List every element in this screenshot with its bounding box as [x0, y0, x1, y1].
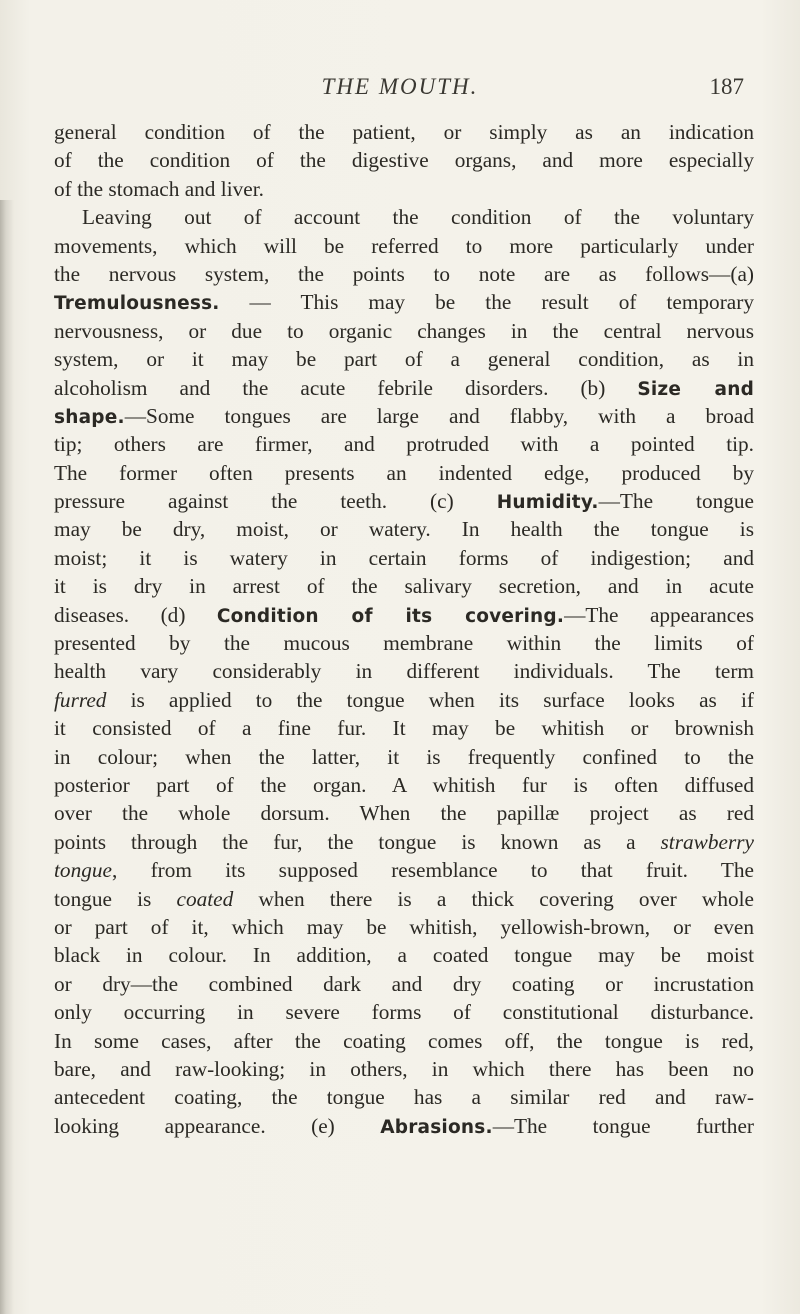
- term-furred: furred: [54, 687, 107, 712]
- page-header: [0, 72, 800, 106]
- text-line: of the stomach and liver.: [54, 176, 264, 201]
- text-line: general condition of the patient, or simply as an indication: [54, 120, 754, 144]
- text-line: or dry—the combined dark and dry coating or incrustation: [54, 971, 754, 996]
- heading-shape: shape.: [54, 406, 125, 428]
- text-line: shape.—Some tongues are large and flabby, with a broad: [54, 403, 754, 428]
- page-spine-shadow: [0, 200, 14, 1314]
- text-line: system, or it may be part of a general condition, as in: [54, 347, 754, 372]
- heading-humidity: Humidity.: [496, 492, 599, 514]
- running-head: THE MOUTH.: [321, 74, 479, 99]
- text-line: only occurring in severe forms of constitutional disturbance.: [54, 1000, 754, 1025]
- text-line: may be dry, moist, or watery. In health the tongue is: [54, 517, 754, 542]
- text-line: movements, which will be referred to more particularly under: [54, 233, 754, 258]
- text-line: furred is applied to the tongue when its surface looks as if: [54, 687, 754, 712]
- text-line: The former often presents an indented edge, produced by: [54, 460, 754, 485]
- text-line: Tremulousness. — This may be the result of temporary: [54, 290, 754, 315]
- text-line: tongue is coated when there is a thick covering over whole: [54, 886, 754, 911]
- text-line: presented by the mucous membrane within the limits of: [54, 631, 754, 656]
- text-line: bare, and raw-looking; in others, in which there has been no: [54, 1056, 754, 1081]
- page-number: 187: [709, 74, 744, 99]
- text-line: In some cases, after the coating comes off, the tongue is red,: [54, 1028, 754, 1053]
- term-tongue: tongue: [54, 858, 112, 883]
- text-line: points through the fur, the tongue is known as a strawberry: [54, 829, 754, 854]
- text-line: in colour; when the latter, it is frequently confined to the: [54, 744, 754, 769]
- text-line: moist; it is watery in certain forms of indigestion; and: [54, 545, 754, 570]
- text-line: over the whole dorsum. When the papillæ project as red: [54, 801, 754, 826]
- text-line: antecedent coating, the tongue has a similar red and raw-: [54, 1085, 754, 1110]
- text-line: diseases. (d) Condition of its covering.—The appearances: [54, 602, 754, 627]
- text-line: posterior part of the organ. A whitish fur is often diffused: [54, 772, 754, 797]
- text-line: the nervous system, the points to note are as follows—(a): [54, 261, 754, 286]
- text-line: nervousness, or due to organic changes in the central nervous: [54, 318, 754, 343]
- text-line: pressure against the teeth. (c) Humidity.—The tongue: [54, 489, 754, 514]
- text-line: alcoholism and the acute febrile disorders. (b) Size and: [54, 375, 755, 400]
- text-line: tip; others are firmer, and protruded with a pointed tip.: [54, 432, 754, 457]
- text-line: looking appearance. (e) Abrasions.—The tongue further: [54, 1113, 754, 1138]
- heading-tremulousness: Tremulousness.: [54, 293, 220, 315]
- term-coated: coated: [176, 886, 234, 911]
- heading-size-and-shape: Size and: [637, 378, 755, 400]
- text-line: it is dry in arrest of the salivary secretion, and in acute: [54, 574, 754, 599]
- text-line: Leaving out of account the condition of the voluntary: [82, 205, 754, 230]
- text-line: it consisted of a fine fur. It may be whitish or brownish: [54, 716, 754, 741]
- heading-abrasions: Abrasions.: [380, 1116, 493, 1138]
- body-text: [54, 118, 754, 1140]
- text-line: tongue, from its supposed resemblance to that fruit. The: [54, 858, 754, 883]
- text-line: of the condition of the digestive organs, and more especially: [54, 148, 754, 173]
- text-line: black in colour. In addition, a coated tongue may be moist: [54, 943, 754, 968]
- heading-condition-of-covering: Condition of its covering.: [216, 605, 565, 627]
- term-strawberry: strawberry: [660, 829, 754, 854]
- text-line: or part of it, which may be whitish, yellowish-brown, or even: [54, 914, 754, 939]
- text-line: health vary considerably in different individuals. The term: [54, 659, 754, 684]
